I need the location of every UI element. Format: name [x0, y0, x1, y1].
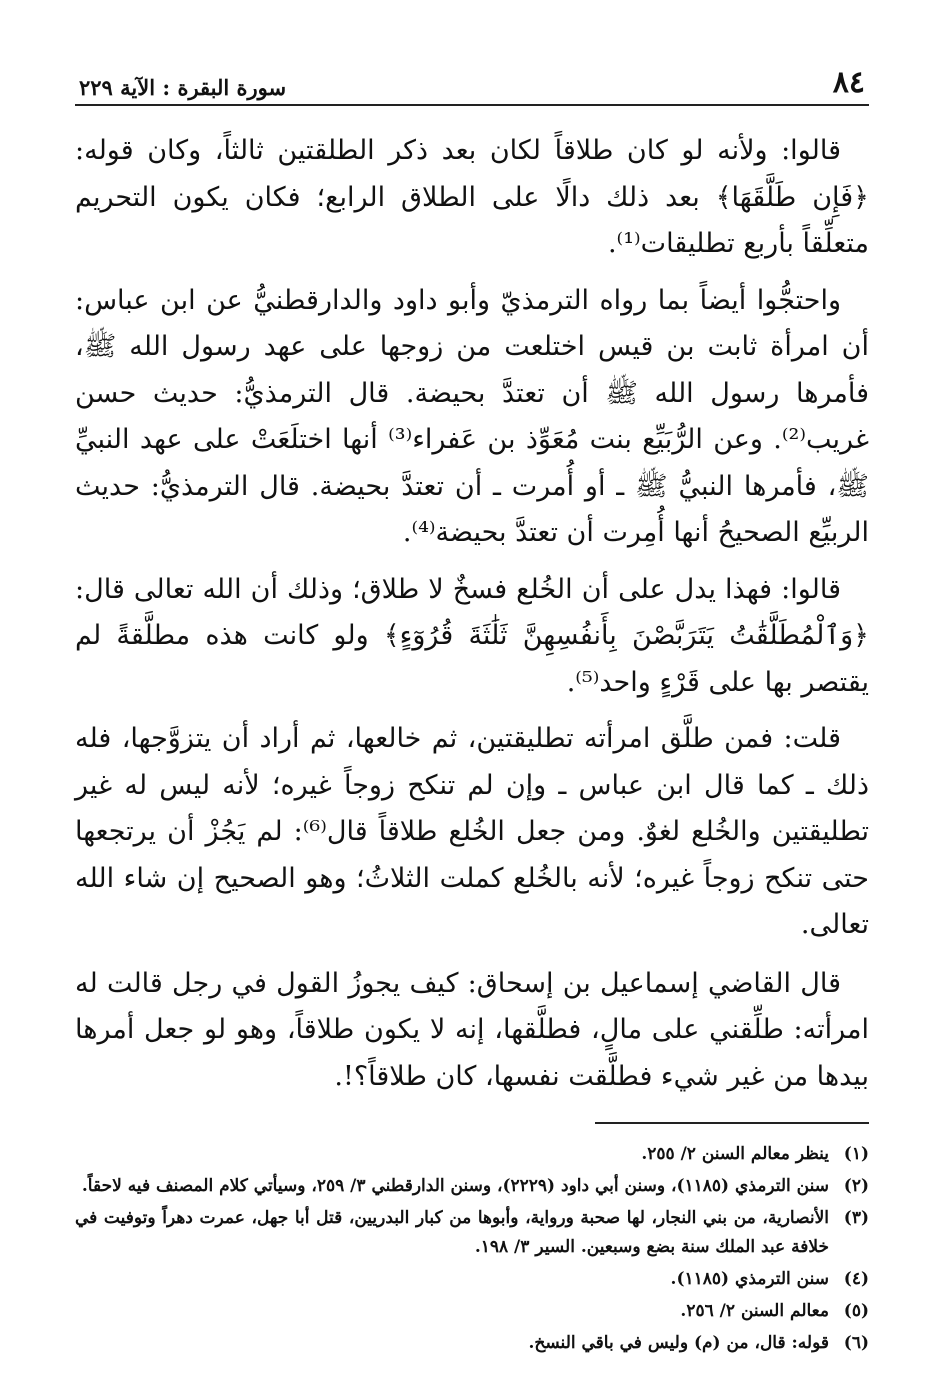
footnote-text: معالم السنن ٢/ ٢٥٦.: [680, 1301, 829, 1321]
book-page: [75, 62, 869, 1362]
paragraph: قالوا: ولأنه لو كان طلاقاً لكان بعد ذكر الطلقتين ثالثاً، وكان قوله: ﴿فَإِن طَلَّقَهَا﴾ بعد ذلك دالًا على الطلاق الرابع؛ فكان يكون التحريم متعلِّقاً بأربع تطليقات⁽¹⁾.: [75, 135, 869, 259]
paragraph: واحتجُّوا أيضاً بما رواه الترمذيّ وأبو داود والدارقطنيُّ عن ابن عباس: أن امرأة ثابت بن قيس اختلعت من زوجها على عهد رسول الله ﷺ، فأمرها رسول الله ﷺ أن تعتدَّ بحيضة. قال الترمذيُّ: حديث حسن غريب⁽²⁾. وعن الرُّبَيِّع بنت مُعَوِّذ بن عَفراء⁽³⁾ أنها اختلَعَتْ على عهد النبيِّ ﷺ، فأمرها النبيُّ ﷺ ـ أو أُمرت ـ أن تعتدَّ بحيضة. قال الترمذيُّ: حديث الربيِّع الصحيحُ أنها أُمِرت أن تعتدَّ بحيضة⁽⁴⁾.: [75, 284, 869, 548]
paragraph: قال القاضي إسماعيل بن إسحاق: كيف يجوزُ القول في رجل قالت له امرأته: طلِّقني على مالٍ، فطلَّقها، إنه لا يكون طلاقاً، وهو لو جعل أمرها بيدها من غير شيء فطلَّقت نفسها، كان طلاقاً؟!.: [75, 967, 869, 1092]
page-header: [75, 62, 869, 106]
footnote-number: (١): [843, 1144, 869, 1164]
main-text: [75, 128, 869, 1100]
footnote-number: (٦): [843, 1333, 869, 1353]
footnote-number: (٣): [843, 1208, 869, 1228]
footnote: [75, 1172, 869, 1201]
footnote-divider: [595, 1122, 869, 1124]
footnote-text: قوله: قال، من (م) وليس في باقي النسخ.: [528, 1333, 829, 1353]
footnote-number: (٢): [843, 1176, 869, 1196]
footnotes: [75, 1140, 869, 1358]
footnote-text: الأنصارية، من بني النجار، لها صحبة ورواية، وأبوها من كبار البدريين، قتل أبا جهل، عمرت دهراً وتوفيت في خلافة عبد الملك سنة بضع وسبعين. السير ٣/ ١٩٨.: [75, 1208, 829, 1257]
paragraph: قلت: فمن طلَّق امرأته تطليقتين، ثم خالعها، ثم أراد أن يتزوَّجها، فله ذلك ـ كما قال ابن عباس ـ وإن لم تنكح زوجاً غيره؛ لأنه ليس له غير تطليقتين والخُلع لغوٌ. ومن جعل الخُلع طلاقاً قال⁽⁶⁾: لم يَجُزْ أن يرتجعها حتى تنكح زوجاً غيره؛ لأنه بالخُلع كملت الثلاثُ؛ وهو الصحيح إن شاء الله تعالى.: [75, 723, 870, 940]
paragraph: قالوا: فهذا يدل على أن الخُلع فسخٌ لا طلاق؛ وذلك أن الله تعالى قال: ﴿وَٱلْمُطَلَّقَٰتُ يَتَرَبَّصْنَ بِأَنفُسِهِنَّ ثَلَٰثَةَ قُرُوٓءٍ﴾ ولو كانت هذه مطلَّقةً لم يقتصر بها على قَرْءٍ واحد⁽⁵⁾.: [75, 573, 869, 698]
footnote: [75, 1140, 869, 1169]
page-number: ٨٤: [832, 65, 865, 100]
footnote: [75, 1297, 869, 1326]
footnote-text: ينظر معالم السنن ٢/ ٢٥٥.: [641, 1144, 829, 1164]
footnote-number: (٤): [843, 1269, 869, 1289]
footnote: [75, 1204, 869, 1262]
footnote: [75, 1265, 869, 1294]
footnote-number: (٥): [843, 1301, 869, 1321]
footnote-text: سنن الترمذي (١١٨٥)، وسنن أبي داود (٢٢٢٩)، وسنن الدارقطني ٣/ ٢٥٩، وسيأتي كلام المصنف فيه لاحقاً.: [81, 1176, 829, 1196]
surah-title: سورة البقرة : الآية ٢٢٩: [79, 75, 287, 100]
footnote-text: سنن الترمذي (١١٨٥).: [670, 1269, 829, 1289]
footnote: [75, 1329, 869, 1358]
